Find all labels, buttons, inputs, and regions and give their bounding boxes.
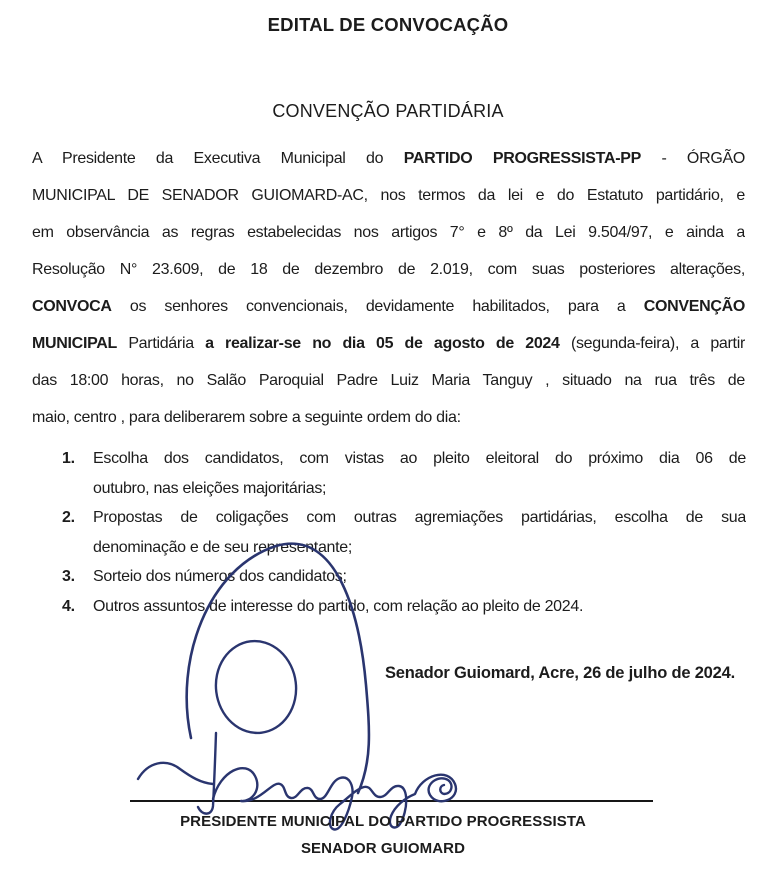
- text-run: MUNICIPAL DE SENADOR GUIOMARD-AC, nos termos da lei e do Estatuto partidário, e: [32, 187, 745, 204]
- agenda-item-text: [93, 444, 746, 503]
- agenda-item: [62, 592, 746, 622]
- text-run: - ÓRGÃO: [640, 150, 745, 167]
- signature-rule: [130, 800, 653, 802]
- paragraph-line: [32, 325, 745, 362]
- bold-text-run: CONVOCA: [32, 298, 112, 315]
- agenda-item-number: 1.: [62, 450, 75, 467]
- text-run: (segunda-feira), a partir: [559, 335, 745, 352]
- document-title: EDITAL DE CONVOCAÇÃO: [267, 14, 509, 35]
- agenda-item-line: Propostas de coligações com outras agremiações partidárias, escolha de sua: [93, 509, 746, 526]
- agenda-item: [62, 562, 746, 592]
- signer-role: PRESIDENTE MUNICIPAL DO PARTIDO PROGRESSISTA: [180, 813, 586, 830]
- document-subtitle: CONVENÇÃO PARTIDÁRIA: [272, 101, 504, 121]
- bold-text-run: PARTIDO PROGRESSISTA-PP: [403, 150, 641, 167]
- text-run: os senhores convencionais, devidamente habilitados, para a: [111, 298, 644, 315]
- paragraph-line: [32, 399, 745, 436]
- agenda-item-text: [93, 592, 746, 622]
- text-run: maio, centro , para deliberarem sobre a seguinte ordem do dia:: [32, 409, 461, 426]
- paragraph-line: [32, 177, 745, 214]
- bold-text-run: a realizar-se no dia 05 de agosto de 2024: [205, 335, 560, 352]
- text-run: em observância as regras estabelecidas nos artigos 7° e 8º da Lei 9.504/97, e ainda a: [32, 224, 745, 241]
- agenda-item-line: denominação e de seu representante;: [93, 538, 353, 556]
- agenda-item-text: [93, 562, 746, 592]
- text-run: das 18:00 horas, no Salão Paroquial Padre Luiz Maria Tanguy , situado na rua três de: [32, 372, 745, 389]
- agenda-item-line: outubro, nas eleições majoritárias;: [93, 479, 327, 497]
- bold-text-run: CONVENÇÃO: [643, 298, 745, 315]
- paragraph-line: [32, 288, 745, 325]
- signer-municipality: SENADOR GUIOMARD: [300, 840, 466, 857]
- paragraph-line: [32, 251, 745, 288]
- agenda-item-number: 4.: [62, 597, 75, 615]
- bold-text-run: MUNICIPAL: [32, 335, 117, 352]
- agenda-item-number: 2.: [62, 509, 75, 526]
- text-run: A Presidente da Executiva Municipal do: [32, 150, 404, 167]
- body-paragraph: [32, 140, 745, 436]
- agenda-item: [62, 444, 746, 503]
- date-place-line: Senador Guiomard, Acre, 26 de julho de 2024.: [384, 664, 735, 682]
- agenda-item-line: Escolha dos candidatos, com vistas ao pleito eleitoral do próximo dia 06 de: [93, 450, 746, 467]
- agenda-item-line: Outros assuntos de interesse do partido, com relação ao pleito de 2024.: [93, 597, 584, 615]
- paragraph-line: [32, 140, 745, 177]
- agenda-list: [62, 444, 746, 621]
- paragraph-line: [32, 214, 745, 251]
- agenda-item-text: [93, 503, 746, 562]
- paragraph-line: [32, 362, 745, 399]
- text-run: Resolução N° 23.609, de 18 de dezembro de 2.019, com suas posteriores alterações,: [32, 261, 745, 278]
- agenda-item-line: Sorteio dos números dos candidatos;: [93, 568, 347, 585]
- agenda-item-number: 3.: [62, 568, 75, 585]
- agenda-item: [62, 503, 746, 562]
- text-run: Partidária: [117, 335, 206, 352]
- signature-caption: [0, 808, 766, 862]
